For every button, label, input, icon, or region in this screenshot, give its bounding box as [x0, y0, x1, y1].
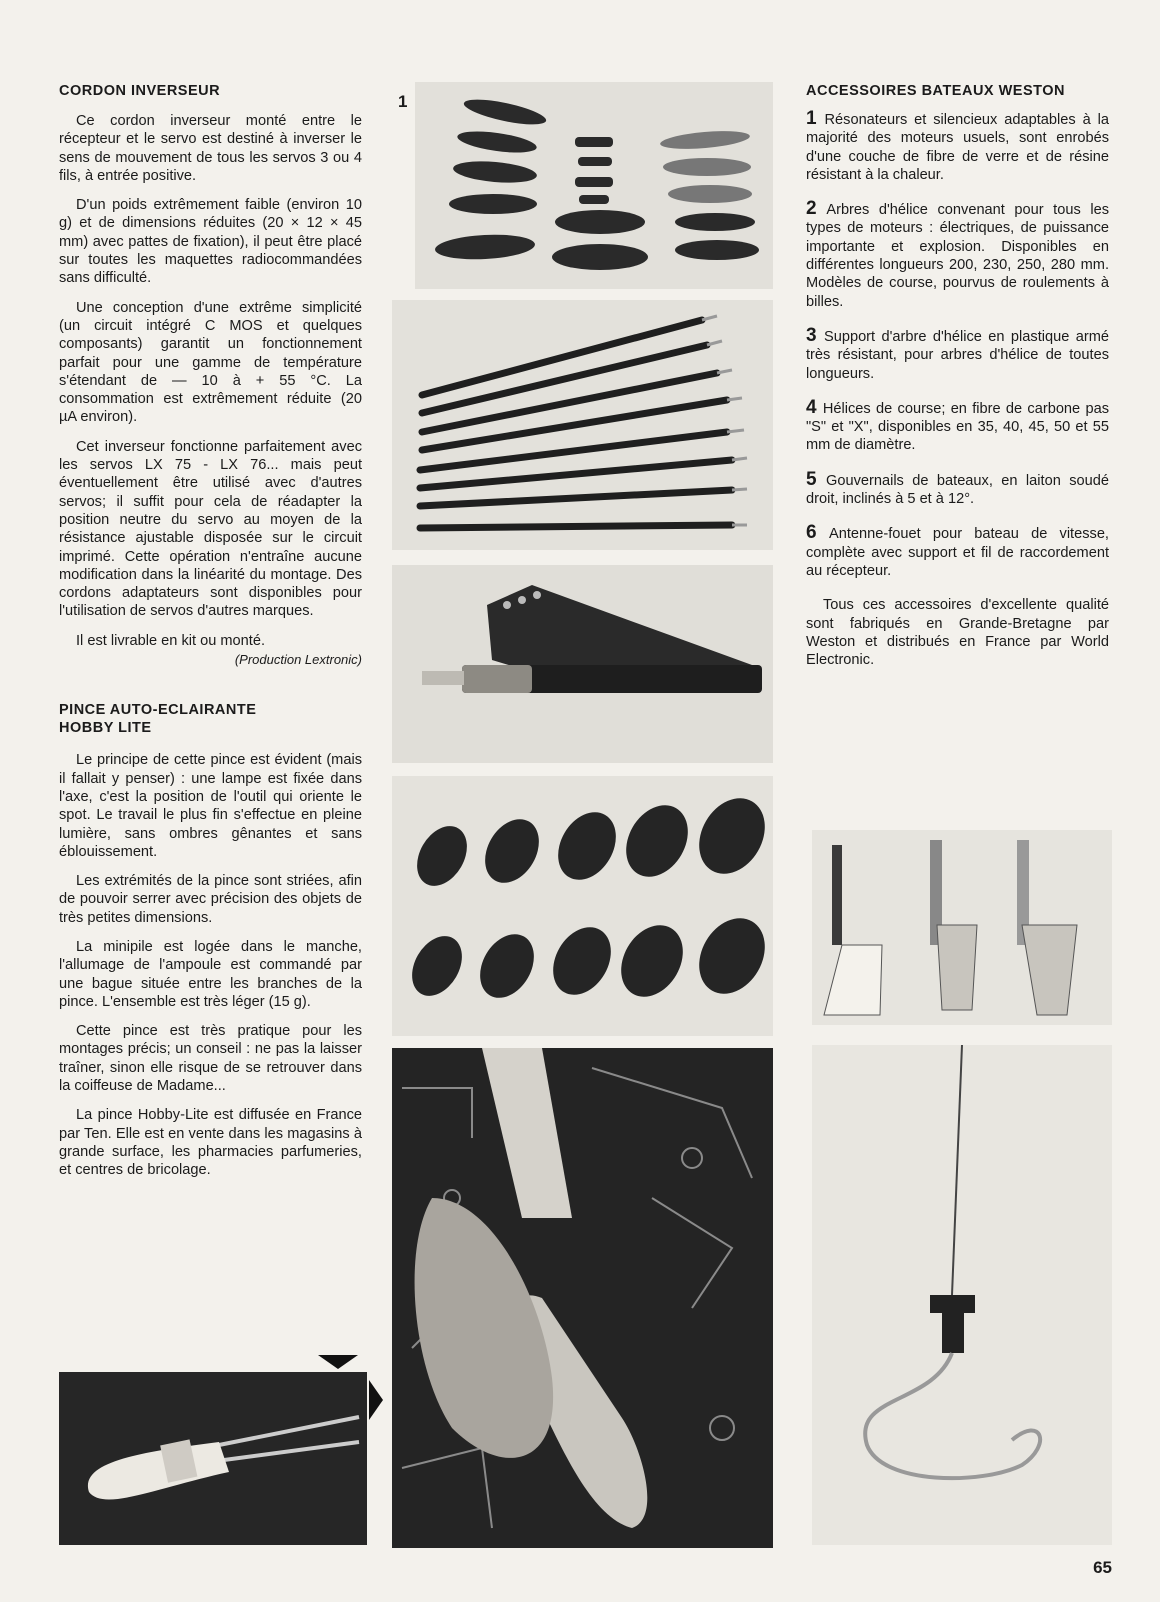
down-arrow-icon	[318, 1355, 358, 1369]
paragraph: Il est livrable en kit ou monté.	[76, 632, 265, 649]
photo-antenna	[812, 1045, 1112, 1545]
item-3	[806, 324, 1109, 383]
item-text: Support d'arbre d'hélice en plastique armé très résistant, pour arbres d'hélice de toutes longueurs.	[806, 328, 1109, 382]
item-number: 5	[806, 468, 816, 490]
photo-resonators	[415, 82, 773, 289]
item-number: 2	[806, 198, 816, 220]
photo-label-1: 1	[398, 92, 408, 111]
photo-rudders	[812, 830, 1112, 1025]
item-4	[806, 396, 1109, 455]
item-number: 3	[806, 324, 816, 346]
pince-title	[59, 701, 362, 737]
pince-title-line1: PINCE AUTO-ECLAIRANTE	[59, 702, 257, 719]
item-number: 1	[806, 108, 816, 129]
item-5	[806, 468, 1109, 509]
paragraph: D'un poids extrêmement faible (environ 10 g) et de dimensions réduites (20 × 12 × 45 mm) avec pattes de fixation), il peut être placé sur toutes les maquettes radiocommandées sans difficulté.	[59, 197, 362, 287]
paragraph: Ce cordon inverseur monté entre le récepteur et le servo est destiné à inverser le sens de mouvement de tous les servos 3 ou 4 fils, à entrée positive.	[59, 113, 362, 184]
shaft-support-illustration	[392, 565, 773, 763]
item-text: Gouvernails de bateaux, en laiton soudé droit, inclinés à 5 et à 12°.	[806, 472, 1109, 508]
propellers-illustration	[392, 776, 773, 1036]
paragraph: La minipile est logée dans le manche, l'allumage de l'ampoule est commandé par une bague située entre les branches de la pince. L'ensemble est très léger (15 g).	[59, 938, 362, 1010]
item-number: 6	[806, 522, 816, 544]
antenna-illustration	[812, 1045, 1112, 1545]
tweezers-illustration	[59, 1372, 367, 1545]
shafts-illustration	[392, 300, 773, 550]
paragraph: Les extrémités de la pince sont striées, afin de pouvoir serrer avec précision des objets de très petites dimensions.	[59, 873, 362, 926]
weston-title: ACCESSOIRES BATEAUX WESTON	[806, 83, 1065, 99]
cordon-inverseur-title: CORDON INVERSEUR	[59, 83, 221, 99]
paragraph: La pince Hobby-Lite est diffusée en France par Ten. Elle est en vente dans les magasins à grande surface, les pharmacies parfumeries, et centres de bricolage.	[59, 1107, 362, 1179]
resonators-illustration	[415, 82, 773, 289]
paragraph: Une conception d'une extrême simplicité (un circuit intégré C MOS et quelques composants) garantit un fonctionnement parfait pour une gamme de température s'étendant de — 10 à + 55 °C. La consommation est extrêmement réduite (20 µA environ).	[59, 299, 362, 426]
production-credit: (Production Lextronic)	[234, 652, 362, 668]
left-column	[59, 82, 362, 1191]
item-text: Arbres d'hélice convenant pour tous les types de moteurs : électriques, de puissance importante et explosion. Disponibles en différentes longueurs 200, 230, 250, 280 mm. Modèles de course, pourvus de roulements à billes.	[806, 202, 1109, 310]
item-text: Antenne-fouet pour bateau de vitesse, complète avec support et fil de raccordement au récepteur.	[806, 526, 1109, 579]
pince-title-line2: HOBBY LITE	[59, 720, 152, 737]
paragraph: Le principe de cette pince est évident (mais il fallait y penser) : une lampe est fixée dans l'axe, c'est la position de l'outil qui oriente le spot. Le travail le plus fin s'effectue en pleine lumière, sans ombres gênantes et sans éblouissement.	[59, 752, 362, 860]
right-arrow-icon	[369, 1380, 383, 1420]
item-6	[806, 524, 1109, 580]
photo-hobby-lite-tweezers	[59, 1372, 367, 1545]
page-number: 65	[1093, 1558, 1112, 1577]
item-2	[806, 200, 1109, 311]
photo-propeller-shafts	[392, 300, 773, 550]
paragraph: Cet inverseur fonctionne parfaitement avec les servos LX 75 - LX 76... mais peut éventuellement être utilisé avec d'autres servos; il suffit pour cela de réadapter la position neutre du servo au moyen de la résistance ajustable disposée sur le circuit imprimé. Cette opération n'entraîne aucune modification dans la linéarité du montage. Des cordons adaptateurs sont disponibles pour l'utilisation de servos d'autres marques.	[59, 438, 362, 620]
item-text: Résonateurs et silencieux adaptables à la majorité des moteurs usuels, sont enrobés d'une couche de fibre de verre et de résine résistant à la chaleur.	[806, 112, 1109, 183]
photo-tweezers-circuit	[392, 1048, 773, 1548]
photo-propellers	[392, 776, 773, 1036]
tweezers-circuit-illustration	[392, 1048, 773, 1548]
item-number: 4	[806, 396, 816, 418]
rudders-illustration	[812, 830, 1112, 1025]
item-text: Hélices de course; en fibre de carbone pas "S" et "X", disponibles en 35, 40, 45, 50 et 55 mm de diamètre.	[806, 400, 1109, 454]
closing-paragraph: Tous ces accessoires d'excellente qualité sont fabriqués en Grande-Bretagne par Weston et distribués en France par World Electronic.	[806, 597, 1109, 669]
right-column	[806, 82, 1109, 680]
photo-shaft-support	[392, 565, 773, 763]
paragraph: Cette pince est très pratique pour les montages précis; un conseil : ne pas la laisser traîner, sinon elle risque de se retrouver dans la coiffeuse de Madame...	[59, 1023, 362, 1095]
item-1	[806, 110, 1109, 184]
